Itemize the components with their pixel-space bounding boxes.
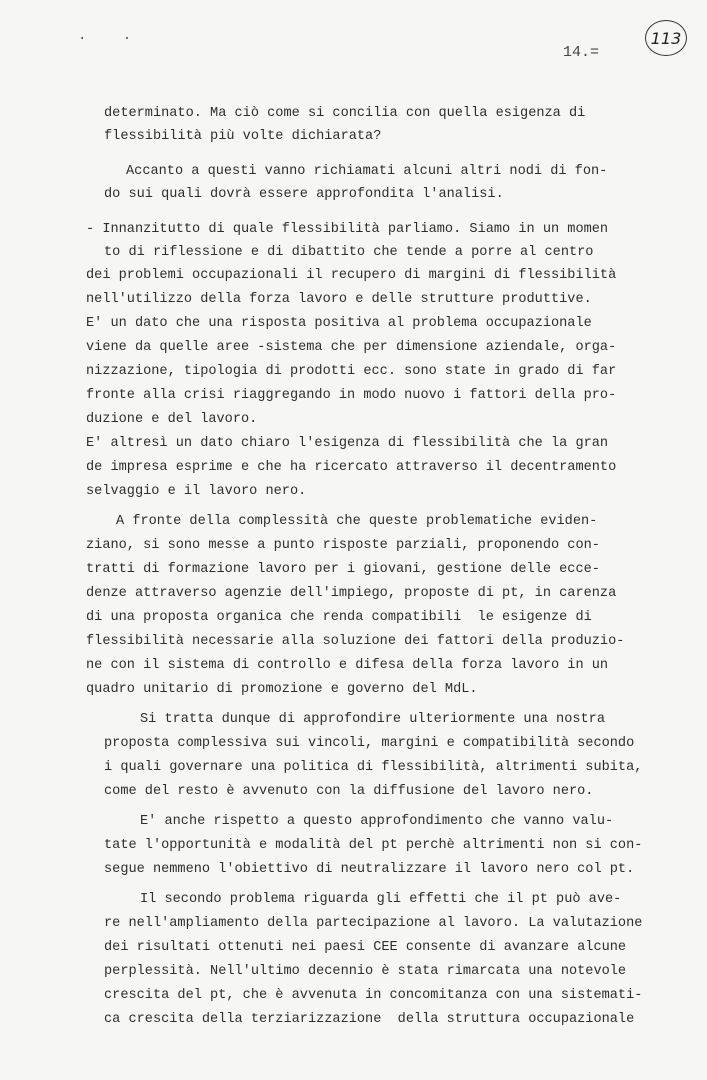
text-line: segue nemmeno l'obiettivo di neutralizzare il lavoro nero col pt.: [104, 862, 635, 877]
text-line: do sui quali dovrà essere approfondita l'analisi.: [104, 187, 504, 202]
text-line: di una proposta organica che renda compatibili le esigenze di: [86, 610, 592, 625]
text-line: fronte alla crisi riaggregando in modo nuovo i fattori della pro-: [86, 388, 617, 403]
text-line: ne con il sistema di controllo e difesa della forza lavoro in un: [86, 658, 609, 673]
archive-stamp: 113: [645, 20, 687, 56]
text-line: flessibilità necessarie alla soluzione dei fattori della produzio-: [86, 634, 625, 649]
text-line: perplessità. Nell'ultimo decennio è stata rimarcata una notevole: [104, 964, 627, 979]
text-line: ziano, si sono messe a punto risposte parziali, proponendo con-: [86, 538, 600, 553]
text-line: crescita del pt, che è avvenuta in concomitanza con una sistemati-: [104, 988, 643, 1003]
text-line: ca crescita della terziarizzazione della struttura occupazionale: [104, 1012, 635, 1027]
text-line: duzione e del lavoro.: [86, 412, 258, 427]
text-line: nizzazione, tipologia di prodotti ecc. sono state in grado di far: [86, 364, 617, 379]
text-line: viene da quelle aree -sistema che per dimensione aziendale, orga-: [86, 340, 617, 355]
text-line: come del resto è avvenuto con la diffusione del lavoro nero.: [104, 784, 594, 799]
text-line: selvaggio e il lavoro nero.: [86, 484, 307, 499]
text-line: Si tratta dunque di approfondire ulteriormente una nostra: [140, 712, 605, 727]
text-line: Accanto a questi vanno richiamati alcuni altri nodi di fon-: [126, 164, 608, 179]
text-line: E' un dato che una risposta positiva al problema occupazionale: [86, 316, 592, 331]
text-line: de impresa esprime e che ha ricercato attraverso il decentramento: [86, 460, 617, 475]
text-line: dei risultati ottenuti nei paesi CEE consente di avanzare alcune: [104, 940, 627, 955]
text-line: Il secondo problema riguarda gli effetti che il pt può ave-: [140, 892, 622, 907]
text-line: to di riflessione e di dibattito che tende a porre al centro: [104, 245, 594, 260]
text-line: - Innanzitutto di quale flessibilità parliamo. Siamo in un momen: [86, 222, 609, 237]
text-line: determinato. Ma ciò come si concilia con quella esigenza di: [104, 106, 586, 121]
page-number: 14.=: [563, 44, 600, 61]
text-line: dei problemi occupazionali il recupero di margini di flessibilità: [86, 268, 617, 283]
text-line: quadro unitario di promozione e governo del MdL.: [86, 682, 478, 697]
text-line: E' altresì un dato chiaro l'esigenza di flessibilità che la gran: [86, 436, 609, 451]
text-line: flessibilità più volte dichiarata?: [104, 129, 382, 144]
text-line: denze attraverso agenzie dell'impiego, proposte di pt, in carenza: [86, 586, 617, 601]
stray-marks: . .: [78, 28, 146, 44]
text-line: nell'utilizzo della forza lavoro e delle strutture produttive.: [86, 292, 592, 307]
text-line: tratti di formazione lavoro per i giovani, gestione delle ecce-: [86, 562, 600, 577]
text-line: E' anche rispetto a questo approfondimento che vanno valu-: [140, 814, 614, 829]
text-line: A fronte della complessità che queste problematiche eviden-: [116, 514, 598, 529]
text-line: re nell'ampliamento della partecipazione al lavoro. La valutazione: [104, 916, 643, 931]
text-line: i quali governare una politica di flessibilità, altrimenti subita,: [104, 760, 643, 775]
text-line: tate l'opportunità e modalità del pt perchè altrimenti non si con-: [104, 838, 643, 853]
text-line: proposta complessiva sui vincoli, margini e compatibilità secondo: [104, 736, 635, 751]
